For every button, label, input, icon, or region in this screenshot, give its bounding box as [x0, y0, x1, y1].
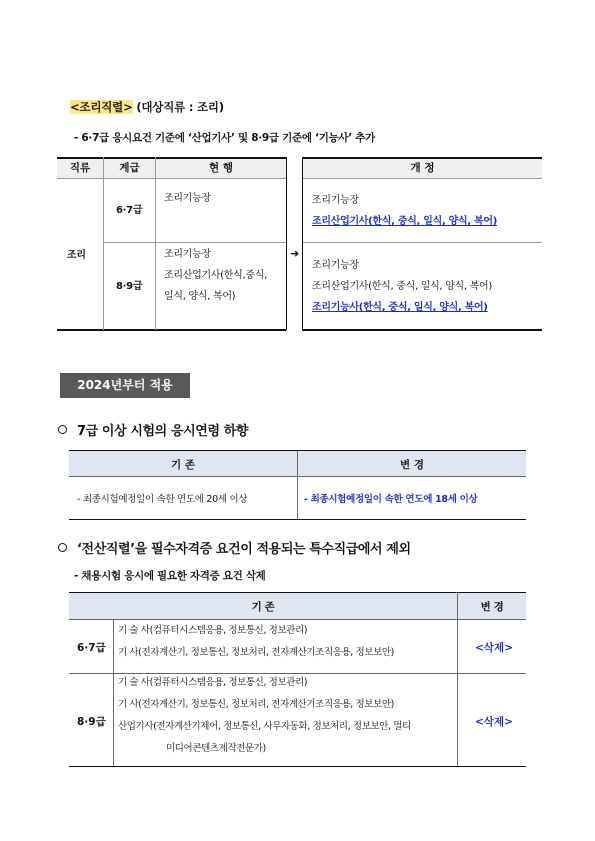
cert-89-line3: 산업기사(전자계산기제어, 정보통신, 사무자동화, 정보처리, 정보보안, 멀티: [118, 721, 411, 732]
cert-67-line1: 기 술 사(컴퓨터시스템응용, 정보통신, 정보관리): [118, 625, 308, 636]
grade-67: 6·7급: [116, 205, 143, 216]
section-title-suffix: (대상직류 : 조리): [132, 100, 224, 114]
header-divider-right: [302, 178, 542, 179]
cert-grade-89: 8·9급: [77, 716, 106, 728]
bottom-border-left: [57, 329, 286, 331]
revised-67-plain: 조리기능장: [312, 195, 359, 206]
top-border-right: [302, 157, 542, 159]
age-old-value: - 최종시험예정일이 속한 연도에 20세 이상: [77, 494, 248, 505]
revised-89-plain2: 조리산업기사(한식, 중식, 일식, 양식, 복어): [312, 281, 492, 292]
cert-89-line1: 기 술 사(컴퓨터시스템응용, 정보통신, 정보관리): [118, 677, 308, 688]
header-grade: 계급: [119, 162, 140, 174]
item1-title: [58, 420, 248, 439]
circle-bullet-icon: [58, 543, 67, 552]
grade-89: 8·9급: [116, 281, 143, 292]
col-line-3: [286, 157, 287, 330]
arrow-icon: ➜: [290, 247, 299, 260]
current-89-line2: 조리산업기사(한식,중식,: [164, 270, 267, 281]
cert-col-line-2: [457, 593, 458, 766]
top-border-left: [57, 157, 286, 159]
bottom-border-right: [302, 329, 542, 331]
age-new-value: - 최종시험예정일이 속한 연도에 18세 이상: [304, 494, 478, 505]
row-divider-right: [302, 242, 542, 243]
col-line-2: [155, 157, 156, 330]
item2-title-text: ‘전산직렬’을 필수자격증 요건이 적용되는 특수직급에서 제외: [77, 542, 411, 557]
row-divider-left: [103, 242, 286, 243]
cert-89-line2: 기 사(전자계산기, 정보통신, 정보처리, 전자계산기조직응용, 정보보안): [118, 699, 394, 710]
category-cell: 조리: [67, 250, 86, 261]
section-title-highlight: <조리직렬>: [70, 100, 133, 114]
age-header-new: 변 경: [400, 459, 424, 471]
cert-89-change: <삭제>: [475, 716, 513, 728]
cooking-requirements-table: [57, 157, 542, 331]
current-89-line3: 일식, 양식, 복어): [164, 291, 236, 302]
col-line-1: [103, 157, 104, 330]
header-revised: 개 정: [410, 162, 435, 174]
current-89-line1: 조리기능장: [164, 249, 211, 260]
section-sub-line: - 6·7급 응시요건 기준에 ‘산업기사’ 및 8·9급 기준에 ‘기능사’ 추가: [74, 132, 375, 144]
revised-89-plain1: 조리기능장: [312, 260, 359, 271]
current-67-line1: 조리기능장: [164, 193, 211, 204]
item2-title: [58, 538, 411, 557]
item2-sub-line: - 채용시험 응시에 필요한 자격증 요건 삭제: [74, 570, 266, 582]
age-requirement-table: [69, 450, 526, 520]
certificate-requirement-table: [69, 592, 526, 767]
age-header-old: 기 존: [171, 459, 195, 471]
cert-header-old: 기 존: [251, 601, 275, 613]
revised-89-added: 조리기능사(한식, 중식, 일식, 양식, 복어): [312, 302, 488, 313]
cert-col-line-1: [113, 620, 114, 766]
section-title: [70, 99, 224, 115]
col-line-4: [302, 157, 303, 330]
header-current: 현 행: [209, 162, 233, 174]
header-divider-left: [57, 178, 286, 179]
cert-grade-67: 6·7급: [77, 642, 106, 654]
cert-67-change: <삭제>: [475, 642, 513, 654]
circle-bullet-icon: [58, 425, 67, 434]
cert-89-line4: 미디어콘텐츠제작전문가): [166, 743, 266, 754]
header-job-category: 직류: [69, 162, 91, 174]
effective-year-banner: 2024년부터 적용: [60, 373, 190, 398]
cert-header-new: 변 경: [480, 601, 504, 613]
revised-67-added: 조리산업기사(한식, 중식, 일식, 양식, 복어): [312, 216, 498, 227]
item1-title-text: 7급 이상 시험의 응시연령 하향: [77, 424, 249, 439]
cert-67-line2: 기 사(전자계산기, 정보통신, 정보처리, 전자계산기조직응용, 정보보안): [118, 647, 394, 658]
